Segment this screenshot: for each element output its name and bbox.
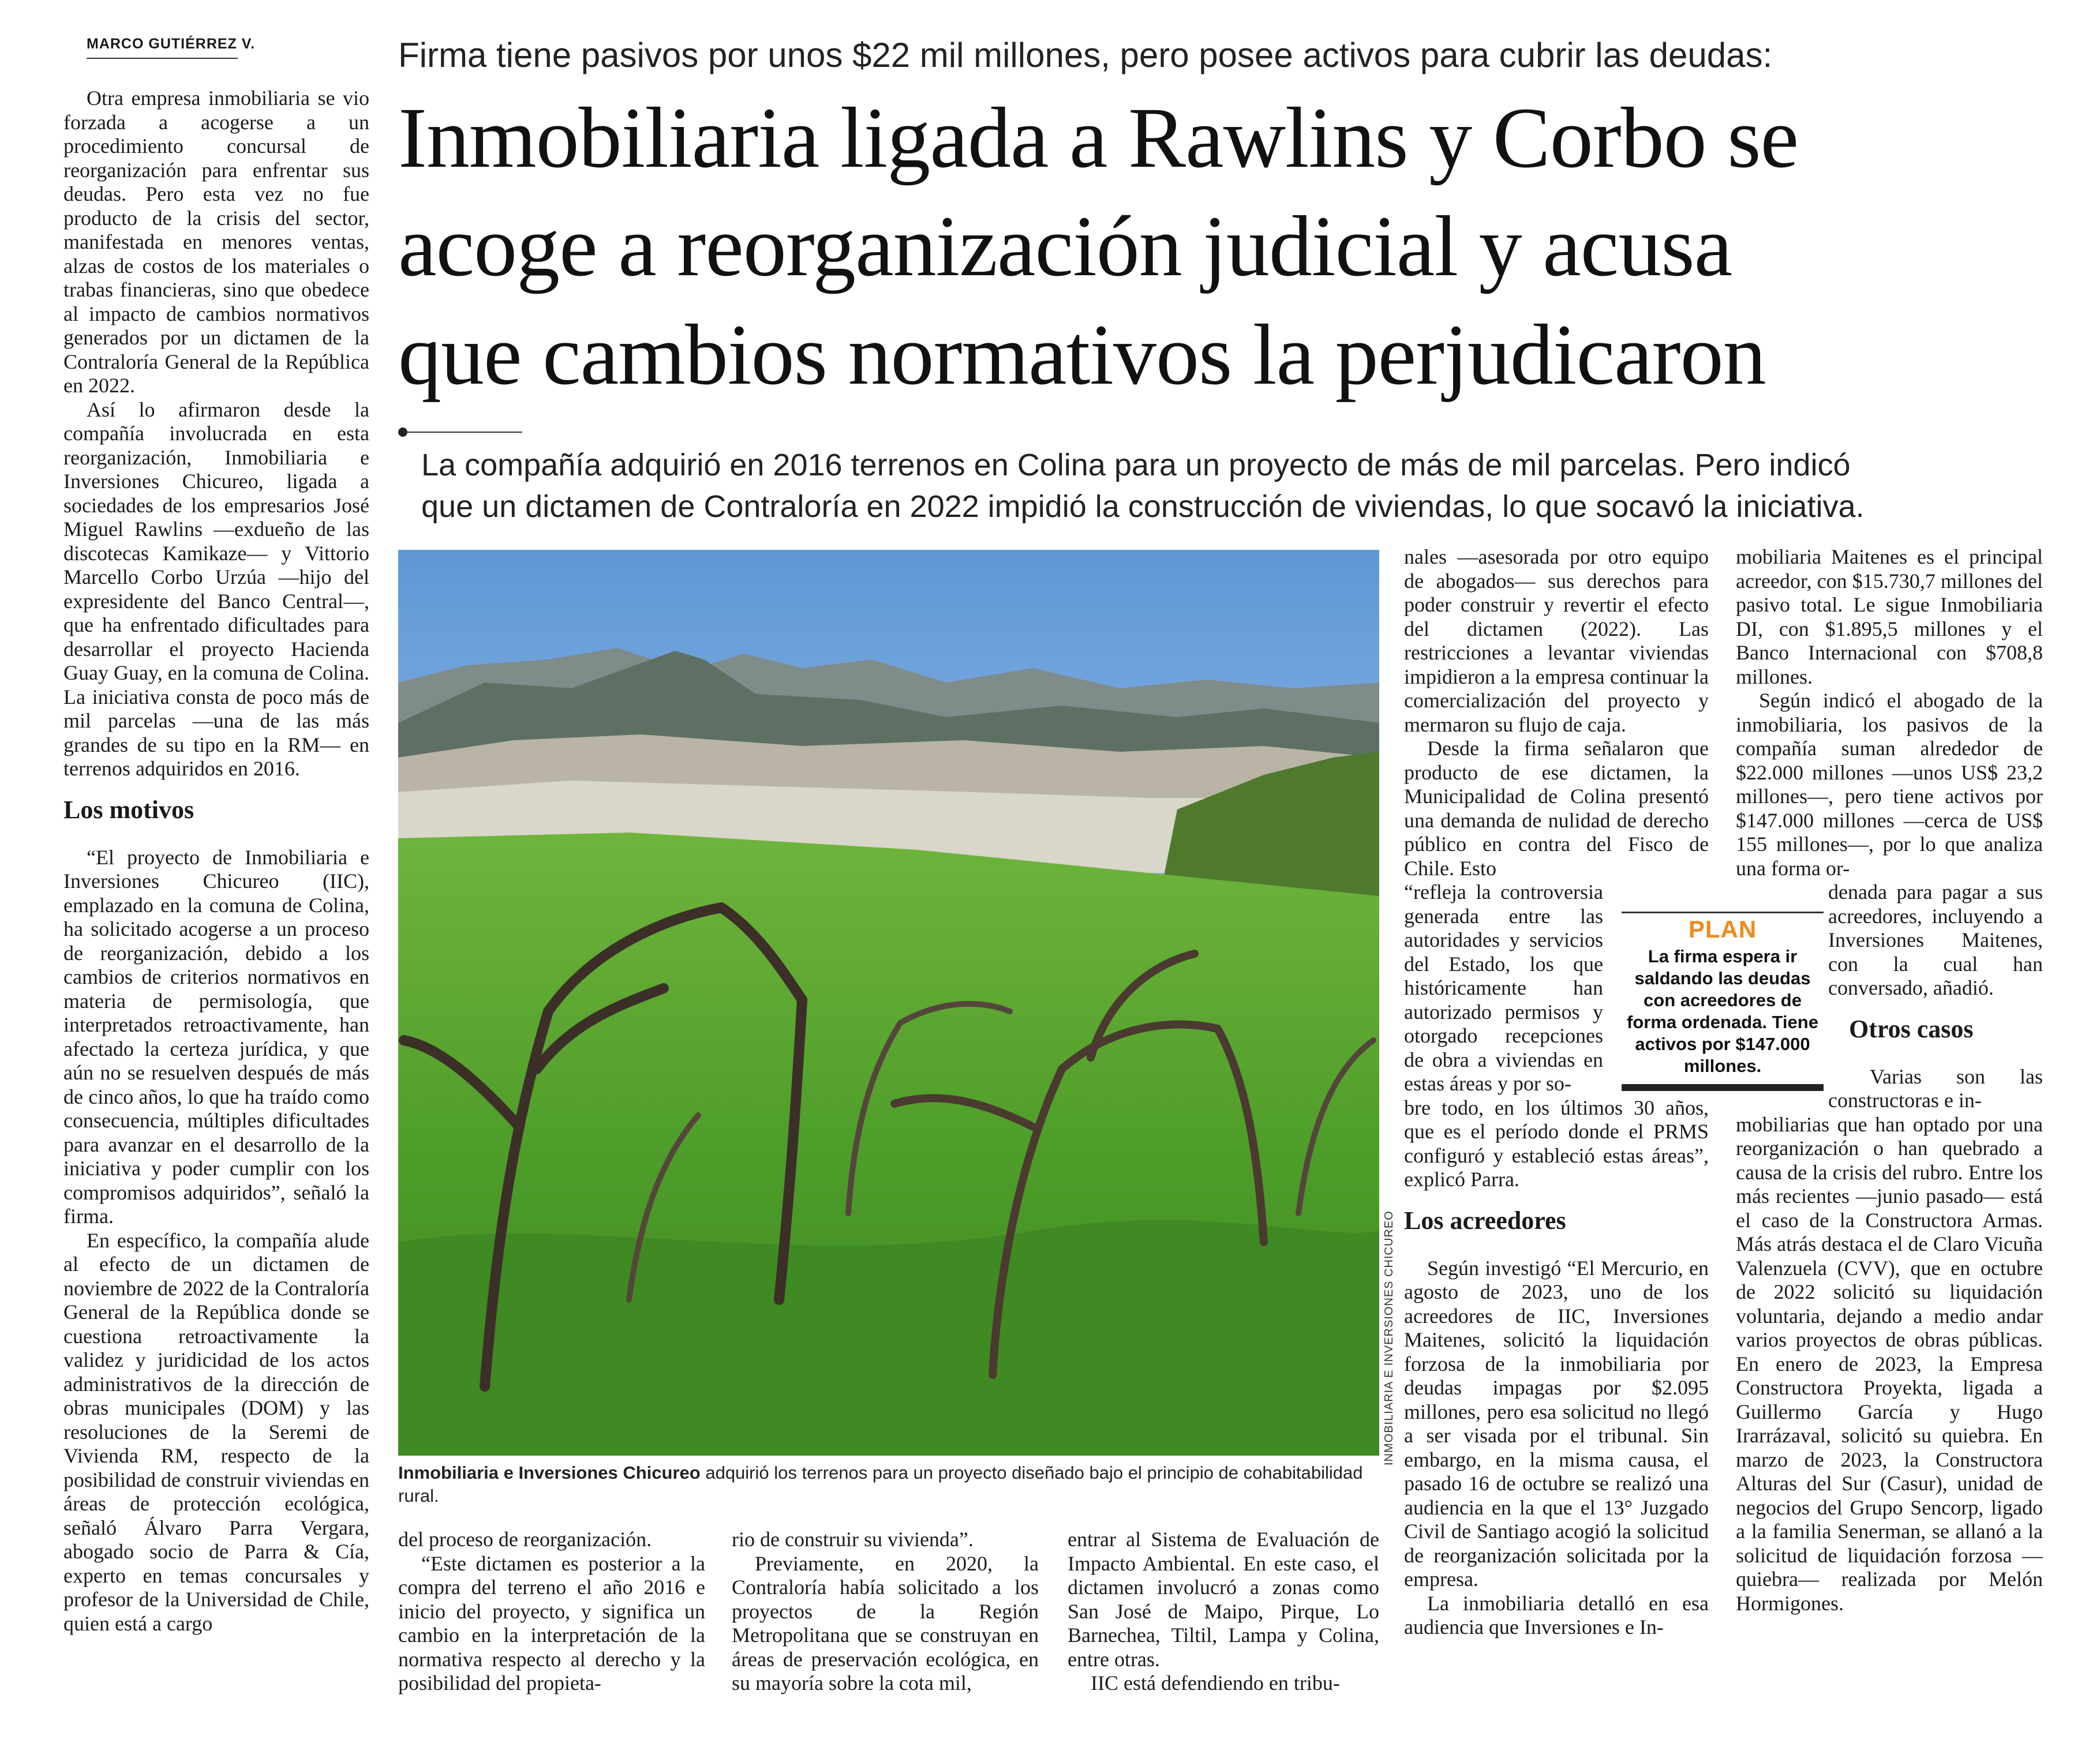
col4-paragraph-2: IIC está defendiendo en tribu- — [1091, 1671, 1340, 1694]
byline: MARCO GUTIÉRREZ V. — [87, 36, 256, 52]
caption-bold: Inmobiliaria e Inversiones Chicureo — [398, 1463, 701, 1483]
column-1 — [63, 87, 369, 1636]
col2-paragraph-2: “Este dictamen es posterior a la compra del terreno el año 2016 e inicio del proyecto, y significa un cambio en la interpretación de la normativa respecto al derecho y la posibilidad del propieta- — [398, 1551, 705, 1694]
column-6 — [1736, 545, 2043, 1615]
headline-line-1: Inmobiliaria ligada a Rawlins y Corbo se — [398, 90, 1799, 186]
kicker: Firma tiene pasivos por unos $22 mil millones, pero posee activos para cubrir las deudas: — [398, 36, 1773, 74]
landscape-illustration — [398, 550, 1379, 1456]
headline-line-2: acoge a reorganización judicial y acusa — [398, 198, 1732, 294]
subhead-otros-casos: Otros casos — [1849, 1014, 1974, 1043]
photo-caption — [398, 1461, 1379, 1508]
col1-paragraph-1: Otra empresa inmobiliaria se vio forzada a acogerse a un procedimiento concursal de reorganización para enfrentar sus deudas. Pero esta vez no fue producto de la crisis del sector, manifestada en menores ventas, alzas de costos de los materiales o trabas financieras, sino que obedece al impacto de cambios normativos generados por un dictamen de la Contraloría General de la República en 2022. — [63, 87, 369, 397]
landscape-photo — [398, 550, 1379, 1456]
col3-paragraph-2: Previamente, en 2020, la Contraloría había solicitado a los proyectos de la Región Metropolitana que se construyan en áreas de preservación ecológica, en su mayoría sobre la cota mil, — [732, 1551, 1039, 1694]
column-5 — [1404, 545, 1709, 1640]
subhead-los-acreedores: Los acreedores — [1404, 1206, 1566, 1235]
col5-paragraph-1: nales —asesorada por otro equipo de abogados— sus derechos para poder construir y revertir el efecto del dictamen (2022). Las restricciones a levantar viviendas impidieron a la empresa continuar la comercialización del proyecto y mermaron su flujo de caja. — [1404, 545, 1709, 736]
headline-rule — [404, 432, 522, 433]
col3-paragraph-1: rio de construir su vivienda”. — [732, 1528, 974, 1551]
headline — [398, 84, 2072, 409]
col2-paragraph-1: del proceso de reorganización. — [398, 1528, 652, 1551]
col6-paragraph-1: mobiliaria Maitenes es el principal acreedor, con $15.730,7 millones del pasivo total. Le sigue Inmobiliaria DI, con $1.895,5 millones y el Banco Internacional con $708,8 millones. — [1736, 545, 2043, 688]
col6-paragraph-3a: Varias son las constructoras e in- — [1828, 1064, 2043, 1112]
byline-rule — [87, 58, 238, 59]
plan-text: La firma espera ir saldando las deudas con acreedores de forma ordenada. Tiene activos por $147.000 millones. — [1627, 946, 1818, 1076]
headline-line-3: que cambios normativos la perjudicaron — [398, 307, 1766, 403]
column-2 — [398, 1528, 705, 1696]
col1-paragraph-2: Así lo afirmaron desde la compañía involucrada en esta reorganización, Inmobiliaria e Inversiones Chicureo, ligada a sociedades de los empresarios José Miguel Rawlins —exdueño de las discotecas Kamikaze— y Vittorio Marcello Corbo Urzúa —hijo del expresidente del Banco Central—, que ha enfrentado dificultades para desarrollar el proyecto Hacienda Guay Guay, en la comuna de Colina. La iniciativa consta de poco más de mil parcelas —una de las más grandes de su tipo en la RM— en terrenos adquiridos en 2016. — [63, 398, 369, 780]
col6-paragraph-3b: mobiliarias que han optado por una reorganización o han quebrado a causa de la crisis del rubro. Entre los más recientes —junio pasado— está el caso de la Constructora Armas. Más atrás destaca el de Claro Vicuña Valenzuela (CVV), que en octubre de 2022 solicitó su liquidación voluntaria, dejando a medio andar varios proyectos de obras públicas. En enero de 2023, la Empresa Constructora Proyekta, ligada a Guillermo García y Hugo Irarrázaval, solicitó su quiebra. En marzo de 2023, la Constructora Alturas del Sur (Casur), unidad de negocios del Grupo Sencorp, ligado a la familia Senerman, se allanó a la solicitud de liquidación forzosa —quiebra— realizada por Melón Hormigones. — [1736, 1112, 2043, 1615]
column-3 — [732, 1528, 1039, 1696]
col6-paragraph-2b: denada para pagar a sus acreedores, incluyendo a Inversiones Maitenes, con la cual han conversado, añadió. — [1828, 880, 2043, 999]
photo-credit — [1380, 1212, 1403, 1465]
col5-paragraph-2c: bre todo, en los últimos 30 años, que es el período donde el PRMS configuró y estableció estas áreas”, explicó Parra. — [1404, 1096, 1709, 1191]
caption-text: adquirió los terrenos para un proyecto diseñado bajo el principio de cohabitabilidad rural. — [398, 1463, 1363, 1506]
col1-paragraph-4: En específico, la compañía alude al efecto de un dictamen de noviembre de 2022 de la Contraloría General de la República donde se cuestiona retroactivamente la validez y juridicidad de los actos administrativos de la dirección de obras municipales (DOM) y las resoluciones de la Seremi de Vivienda RM, respecto de la posibilidad de construir viviendas en áreas de protección ecológica, señaló Álvaro Parra Vergara, abogado socio de Parra & Cía, experto en temas concursales y profesor de la Universidad de Chile, quien está a cargo — [63, 1228, 369, 1635]
col4-paragraph-1: entrar al Sistema de Evaluación de Impacto Ambiental. En este caso, el dictamen involucró a zonas como San José de Maipo, Pirque, Lo Barnechea, Tiltil, Lampa y Colina, entre otras. — [1068, 1528, 1379, 1671]
col5-paragraph-2a: Desde la firma señalaron que producto de ese dictamen, la Municipalidad de Colina presentó una demanda de nulidad de derecho público en contra del Fisco de Chile. Esto — [1404, 737, 1709, 880]
deck — [421, 444, 1991, 527]
subhead-los-motivos: Los motivos — [63, 795, 194, 824]
col1-paragraph-3: “El proyecto de Inmobiliaria e Inversiones Chicureo (IIC), emplazado en la comuna de Colina, ha solicitado acogerse a un proceso de reorganización, debido a los cambios de criterios normativos en materia de permisología, que interpretados retroactivamente, han afectado la certeza jurídica, y que aún no se resuelven después de más de cinco años, lo que ha traído como consecuencia, múltiples dificultades para avanzar en el desarrollo de la iniciativa y poder cumplir con los compromisos adquiridos”, señaló la firma. — [63, 845, 369, 1228]
deck-line-1: La compañía adquirió en 2016 terrenos en Colina para un proyecto de más de mil parcelas. Pero indicó — [421, 448, 1851, 482]
col5-paragraph-2b: “refleja la controversia generada entre las autoridades y servicios del Estado, los que históricamente han autorizado permisos y otorgado recepciones de obra a viviendas en estas áreas y por so- — [1404, 880, 1603, 1095]
photo-credit-text: INMOBILIARIA E INVERSIONES CHICUREO — [1383, 1210, 1395, 1465]
deck-line-2: que un dictamen de Contraloría en 2022 impidió la construcción de viviendas, lo que socavó la iniciativa. — [421, 489, 1865, 524]
col5-paragraph-4: La inmobiliaria detalló en esa audiencia que Inversiones e In- — [1404, 1591, 1709, 1639]
col6-paragraph-2a: Según indicó el abogado de la inmobiliaria, los pasivos de la compañía suman alrededor de $22.000 millones —unos US$ 23,2 millones—, pero tiene activos por $147.000 millones —cerca de US$ 155 millones—, por lo que analiza una forma or- — [1736, 689, 2043, 880]
col5-paragraph-3: Según investigó “El Mercurio, en agosto de 2023, uno de los acreedores de IIC, Inversiones Maitenes, solicitó la liquidación forzosa de la inmobiliaria por deudas impagas por $2.095 millones, pero esa solicitud no llegó a ser visada por el tribunal. Sin embargo, en la misma causa, el pasado 16 de octubre se realizó una audiencia en la que el 13° Juzgado Civil de Santiago acogió la solicitud de reorganización solicitada por la empresa. — [1404, 1256, 1709, 1591]
column-4 — [1068, 1528, 1379, 1696]
plan-title: PLAN — [1688, 916, 1757, 943]
